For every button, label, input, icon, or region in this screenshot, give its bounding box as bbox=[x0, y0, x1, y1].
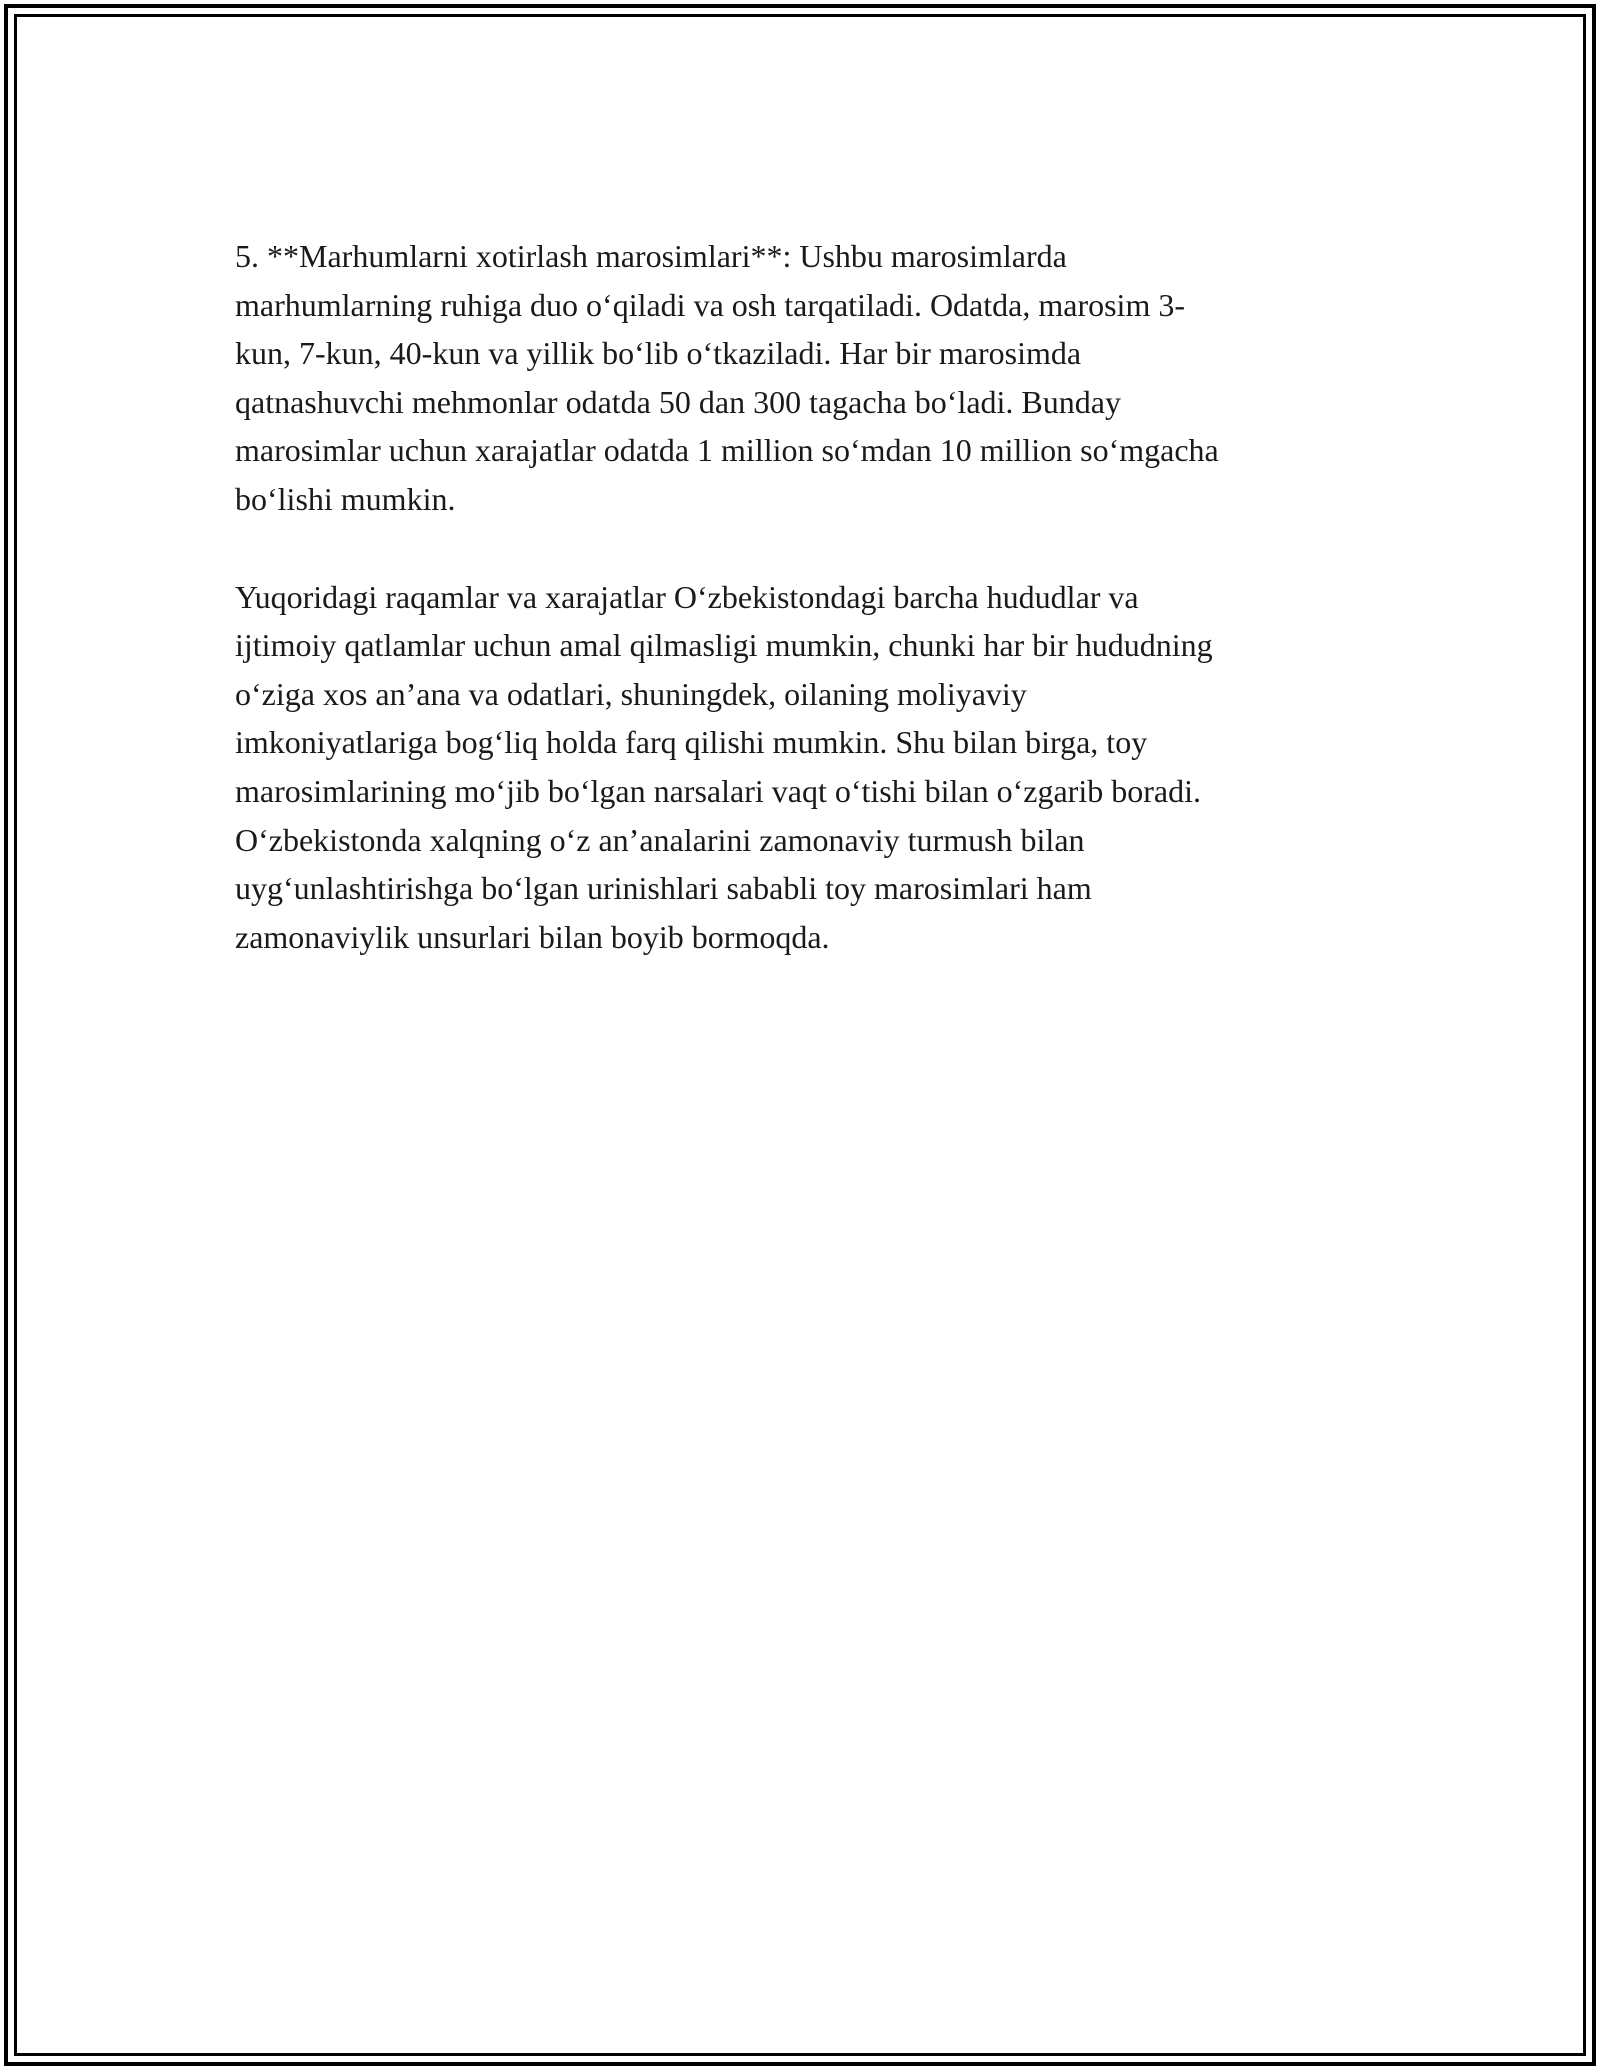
text-line: marhumlarning ruhiga duo o‘qiladi va osh tarqatiladi. Odatda, marosim 3- bbox=[235, 286, 1185, 323]
text-line: uyg‘unlashtirishga bo‘lgan urinishlari sababli toy marosimlari ham bbox=[235, 870, 1092, 907]
text-line: Yuqoridagi raqamlar va xarajatlar O‘zbekistondagi barcha hududlar va bbox=[235, 578, 1139, 615]
text-line: 5. **Marhumlarni xotirlash marosimlari**: Ushbu marosimlarda bbox=[235, 238, 1067, 274]
text-line: o‘ziga xos an’ana va odatlari, shuningdek, oilaning moliyaviy bbox=[235, 675, 1027, 712]
text-line: O‘zbekistonda xalqning o‘z an’analarini zamonaviy turmush bilan bbox=[235, 821, 1085, 858]
text-line: imkoniyatlariga bog‘liq holda farq qilishi mumkin. Shu bilan birga, toy bbox=[235, 724, 1148, 761]
text-line: zamonaviylik unsurlari bilan boyib bormoqda. bbox=[235, 918, 830, 955]
text-line: bo‘lishi mumkin. bbox=[235, 480, 456, 517]
text-line: qatnashuvchi mehmonlar odatda 50 dan 300 tagacha bo‘ladi. Bunday bbox=[235, 383, 1121, 420]
document-body bbox=[235, 232, 1370, 1010]
text-line: marosimlarining mo‘jib bo‘lgan narsalari vaqt o‘tishi bilan o‘zgarib boradi. bbox=[235, 772, 1201, 809]
text-line: marosimlar uchun xarajatlar odatda 1 million so‘mdan 10 million so‘mgacha bbox=[235, 432, 1219, 469]
paragraph-memorial-ceremonies bbox=[235, 232, 1370, 524]
paragraph-conclusion bbox=[235, 573, 1370, 962]
text-line: kun, 7-kun, 40-kun va yillik bo‘lib o‘tkaziladi. Har bir marosimda bbox=[235, 335, 1082, 372]
text-line: ijtimoiy qatlamlar uchun amal qilmasligi mumkin, chunki har bir hududning bbox=[235, 627, 1213, 664]
